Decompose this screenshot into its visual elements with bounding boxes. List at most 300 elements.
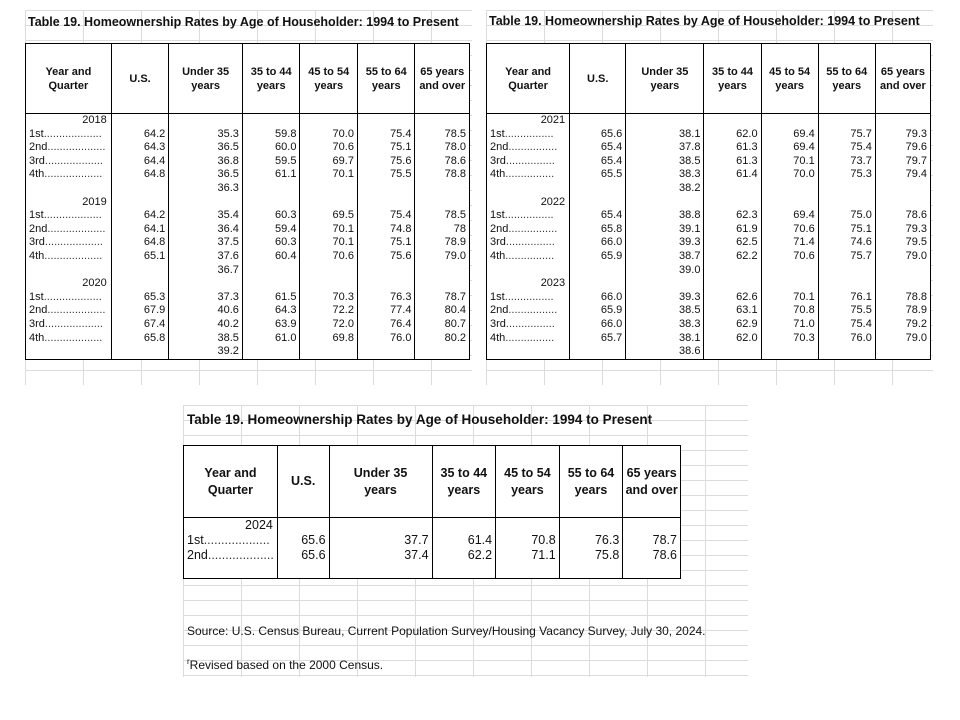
quarter-name: 1st [29,209,44,222]
empty-cell [357,114,415,128]
value-cell: 65.5 [570,168,626,182]
leader-dots: ................... [47,304,106,317]
leader-dots: ................ [504,127,554,140]
value-cell: 78.8 [875,291,930,305]
table-title: Table 19. Homeownership Rates by Age of Householder: 1994 to Present [28,15,459,29]
value-cell: 61.9 [704,223,761,237]
quarter-name: 1st [187,533,204,547]
value-cell: 35.4 [169,209,243,223]
value-cell: 80.2 [415,332,470,346]
value-cell: 66.0 [570,236,626,250]
quarter-label [487,332,570,346]
value-cell: 75.4 [818,318,875,332]
value-cell: 79.5 [875,236,930,250]
quarter-name: 2nd [187,548,208,562]
value-cell: 75.6 [357,155,415,169]
empty-cell [26,345,112,359]
empty-cell [818,196,875,210]
value-cell: 60.3 [242,236,300,250]
empty-cell [415,182,470,196]
value-cell: 37.4 [329,548,432,563]
value-cell: 78.7 [415,291,470,305]
quarter-label [487,236,570,250]
panel-2024 [183,405,748,677]
leader-dots: ................ [505,236,555,249]
column-header [242,44,300,114]
column-header [111,44,169,114]
value-cell: 70.1 [300,236,358,250]
empty-cell [875,264,930,278]
empty-cell [277,563,329,579]
table-row [26,168,470,182]
column-header-line: Quarter [48,79,89,92]
quarter-label [26,332,112,346]
value-cell: 76.3 [559,533,623,548]
leader-dots: ................ [505,249,555,262]
table-row [487,291,931,305]
empty-cell [242,114,300,128]
empty-cell [623,563,681,579]
value-cell: 64.4 [111,155,169,169]
empty-cell [357,277,415,291]
column-header-line: years [371,79,401,92]
homeownership-table [183,445,681,579]
value-cell: 65.7 [570,332,626,346]
column-header-line: years [511,482,544,497]
table-row [26,141,470,155]
leader-dots: ................... [44,249,103,262]
value-cell: 36.5 [169,141,243,155]
table-row [26,155,470,169]
value-cell: 66.0 [570,291,626,305]
value-cell: 78.6 [875,209,930,223]
homeownership-table [486,43,931,360]
value-cell: 79.3 [875,128,930,142]
empty-cell [26,182,112,196]
column-header [496,446,560,518]
value-cell: 62.9 [704,318,761,332]
empty-cell [432,518,496,534]
quarter-name: 1st [490,290,505,303]
column-header [818,44,875,114]
value-cell: 61.3 [704,155,761,169]
value-cell: 65.8 [570,223,626,237]
value-cell: 70.6 [300,250,358,264]
value-cell: 38.3 [626,318,704,332]
value-cell: 78 [415,223,470,237]
leader-dots: ................... [47,222,106,235]
quarter-label [26,168,112,182]
value-cell: 62.3 [704,209,761,223]
column-header-line: and over [625,482,678,497]
value-cell: 62.0 [704,128,761,142]
value-cell: 61.4 [432,533,496,548]
column-header [300,44,358,114]
table-row [184,548,681,563]
value-cell: 69.7 [300,155,358,169]
column-header-line: 65 years [880,65,925,78]
empty-cell [496,518,560,534]
value-cell: 78.5 [415,209,470,223]
leader-dots: ................ [505,168,555,181]
table-row [487,155,931,169]
column-header-line: 45 to 54 [308,65,350,78]
empty-cell [761,196,818,210]
leader-dots: ................ [505,317,555,330]
leader-dots: ................ [508,304,558,317]
value-cell: 36.8 [169,155,243,169]
value-cell: 76.3 [357,291,415,305]
table-row [487,250,931,264]
value-cell: 75.3 [818,168,875,182]
empty-cell [277,518,329,534]
empty-cell [875,196,930,210]
value-cell: 40.6 [169,304,243,318]
quarter-name: 4th [490,168,506,181]
empty-cell [570,196,626,210]
year-row [487,277,931,291]
quarter-name: 2nd [490,141,509,154]
value-cell: 63.9 [242,318,300,332]
empty-cell [761,345,818,359]
value-cell: 38.7 [626,250,704,264]
leader-dots: ................... [43,209,102,222]
quarter-label [184,533,278,548]
quarter-label [26,304,112,318]
value-cell: 63.1 [704,304,761,318]
value-cell: 59.4 [242,223,300,237]
empty-cell [357,264,415,278]
value-cell: 65.4 [570,155,626,169]
table-row [487,318,931,332]
value-cell: 75.0 [818,209,875,223]
value-cell: 38.3 [626,168,704,182]
empty-cell [761,277,818,291]
column-header [875,44,930,114]
column-header-line: 65 years [420,65,465,78]
value-cell: 78.0 [415,141,470,155]
value-cell: 64.8 [111,236,169,250]
empty-cell [300,277,358,291]
empty-cell [415,345,470,359]
year-label: 2018 [26,114,112,128]
table-row [487,128,931,142]
column-header-line: 65 years [626,465,677,480]
value-cell: 75.1 [818,223,875,237]
quarter-label [184,548,278,563]
column-header [487,44,570,114]
column-header [169,44,243,114]
empty-cell [623,518,681,534]
value-cell: 64.3 [111,141,169,155]
value-cell: 64.3 [242,304,300,318]
empty-cell [329,518,432,534]
empty-cell [626,277,704,291]
column-header-line: Year and [505,65,552,78]
leader-dots: ................... [47,141,106,154]
revised-value: 38.2 [626,182,704,196]
quarter-name: 2nd [490,304,509,317]
year-row [487,114,931,128]
value-cell: 38.1 [626,332,704,346]
column-header-line: and over [879,79,926,92]
column-header [559,446,623,518]
column-header-line: years [364,482,397,497]
leader-dots: ................ [508,222,558,235]
empty-cell [242,264,300,278]
value-cell: 77.4 [357,304,415,318]
column-header-line: years [832,79,862,92]
empty-cell [818,345,875,359]
empty-cell [415,114,470,128]
value-cell: 72.2 [300,304,358,318]
column-header-line: years [650,79,680,92]
leader-dots: ................ [504,209,554,222]
quarter-name: 3rd [490,317,506,330]
quarter-name: 3rd [490,154,506,167]
quarter-label [487,223,570,237]
value-cell: 79.6 [875,141,930,155]
empty-cell [570,182,626,196]
quarter-label [26,236,112,250]
column-header-line: years [447,482,481,497]
value-cell: 60.4 [242,250,300,264]
empty-cell [487,264,570,278]
source-note: Source: U.S. Census Bureau, Current Population Survey/Housing Vacancy Survey, July 30, 2024. [187,624,706,638]
table-row [26,304,470,318]
empty-cell [704,264,761,278]
value-cell: 75.1 [357,236,415,250]
value-cell: 62.5 [704,236,761,250]
revised-row [487,264,931,278]
revised-row [487,345,931,359]
value-cell: 70.0 [300,128,358,142]
empty-cell [559,563,623,579]
value-cell: 66.0 [570,318,626,332]
column-header-line: years [574,482,608,497]
leader-dots: ................... [43,290,102,303]
quarter-name: 4th [29,331,45,344]
value-cell: 70.1 [761,155,818,169]
column-header-line: years [314,79,344,92]
revised-value: 39.2 [169,345,243,359]
table-row [487,236,931,250]
quarter-label [487,168,570,182]
leader-dots: ................... [43,127,102,140]
leader-dots: ................... [203,533,270,547]
quarter-name: 1st [29,290,44,303]
empty-cell [761,182,818,196]
quarter-name: 4th [29,168,45,181]
leader-dots: ................... [44,154,103,167]
empty-cell [570,345,626,359]
value-cell: 71.4 [761,236,818,250]
column-header-line: Under 35 [641,65,689,78]
revised-row [487,182,931,196]
value-cell: 72.0 [300,318,358,332]
empty-cell [704,114,761,128]
column-header-line: years [256,79,286,92]
value-cell: 62.2 [432,548,496,563]
leader-dots: ................ [508,141,558,154]
value-cell: 79.7 [875,155,930,169]
empty-cell [357,196,415,210]
column-header-line: 55 to 64 [567,465,615,480]
quarter-name: 2nd [29,222,48,235]
value-cell: 65.9 [570,304,626,318]
table-row [26,236,470,250]
quarter-name: 1st [490,209,505,222]
quarter-label [487,141,570,155]
column-header-line: Quarter [207,482,253,497]
empty-cell [487,182,570,196]
value-cell: 36.5 [169,168,243,182]
value-cell: 67.9 [111,304,169,318]
value-cell: 79.0 [875,250,930,264]
empty-cell [300,345,358,359]
empty-cell [300,196,358,210]
value-cell: 71.0 [761,318,818,332]
value-cell: 70.3 [761,332,818,346]
quarter-label [487,318,570,332]
value-cell: 75.4 [818,141,875,155]
value-cell: 70.8 [761,304,818,318]
column-header-line: U.S. [291,474,316,488]
quarter-label [487,155,570,169]
value-cell: 75.1 [357,141,415,155]
year-row [26,114,470,128]
value-cell: 59.8 [242,128,300,142]
quarter-name: 1st [29,127,44,140]
value-cell: 38.8 [626,209,704,223]
table-row [26,223,470,237]
empty-cell [704,345,761,359]
revised-value: 36.3 [169,182,243,196]
empty-cell [242,277,300,291]
value-cell: 65.9 [570,250,626,264]
empty-cell [184,563,278,579]
column-header [626,44,704,114]
empty-cell [875,345,930,359]
value-cell: 75.5 [357,168,415,182]
value-cell: 78.6 [415,155,470,169]
empty-cell [415,277,470,291]
quarter-name: 3rd [29,317,45,330]
table-row [487,168,931,182]
column-header-line: 35 to 44 [712,65,754,78]
empty-cell [626,196,704,210]
value-cell: 70.1 [300,168,358,182]
empty-cell [242,196,300,210]
value-cell: 78.7 [623,533,681,548]
empty-cell [111,264,169,278]
column-header-line: 45 to 54 [769,65,811,78]
empty-cell [818,264,875,278]
value-cell: 65.4 [570,209,626,223]
value-cell: 70.0 [761,168,818,182]
empty-cell [761,114,818,128]
year-label: 2022 [487,196,570,210]
value-cell: 74.6 [818,236,875,250]
quarter-label [26,209,112,223]
quarter-label [487,250,570,264]
table-row [487,304,931,318]
quarter-name: 1st [490,127,505,140]
column-header [26,44,112,114]
empty-cell [169,114,243,128]
leader-dots: ................ [505,331,555,344]
quarter-name: 3rd [29,236,45,249]
value-cell: 78.8 [415,168,470,182]
quarter-label [26,141,112,155]
value-cell: 37.7 [329,533,432,548]
empty-cell [242,182,300,196]
quarter-label [26,250,112,264]
value-cell: 65.1 [111,250,169,264]
leader-dots: ................... [44,168,103,181]
quarter-name: 2nd [490,222,509,235]
empty-cell [357,182,415,196]
empty-cell [704,277,761,291]
value-cell: 79.0 [415,250,470,264]
value-cell: 76.0 [357,332,415,346]
value-cell: 37.5 [169,236,243,250]
column-header [329,446,432,518]
revised-value: 38.6 [626,345,704,359]
value-cell: 70.8 [496,533,560,548]
panel-2021-2023 [486,10,933,385]
value-cell: 75.7 [818,128,875,142]
revised-row [26,345,470,359]
column-header-line: Quarter [508,79,548,92]
column-header [277,446,329,518]
value-cell: 80.4 [415,304,470,318]
value-cell: 78.9 [875,304,930,318]
year-row [487,196,931,210]
table-row [487,141,931,155]
quarter-label [487,209,570,223]
empty-cell [111,182,169,196]
quarter-name: 4th [490,331,506,344]
value-cell: 61.1 [242,168,300,182]
table-row [184,533,681,548]
value-cell: 62.0 [704,332,761,346]
empty-cell [818,277,875,291]
value-cell: 80.7 [415,318,470,332]
column-header-line: years [718,79,747,92]
value-cell: 38.5 [169,332,243,346]
footnote [187,657,383,672]
empty-cell [300,182,358,196]
empty-cell [242,345,300,359]
empty-cell [432,563,496,579]
value-cell: 79.2 [875,318,930,332]
empty-cell [111,114,169,128]
value-cell: 40.2 [169,318,243,332]
value-cell: 75.4 [357,128,415,142]
column-header-line: Under 35 [182,65,230,78]
quarter-name: 3rd [490,236,506,249]
value-cell: 61.0 [242,332,300,346]
quarter-label [26,318,112,332]
column-header-line: 45 to 54 [504,465,551,480]
table-row [487,223,931,237]
quarter-name: 4th [490,249,506,262]
value-cell: 61.4 [704,168,761,182]
year-row [26,277,470,291]
panel-2018-2020 [25,10,472,385]
quarter-label [26,128,112,142]
